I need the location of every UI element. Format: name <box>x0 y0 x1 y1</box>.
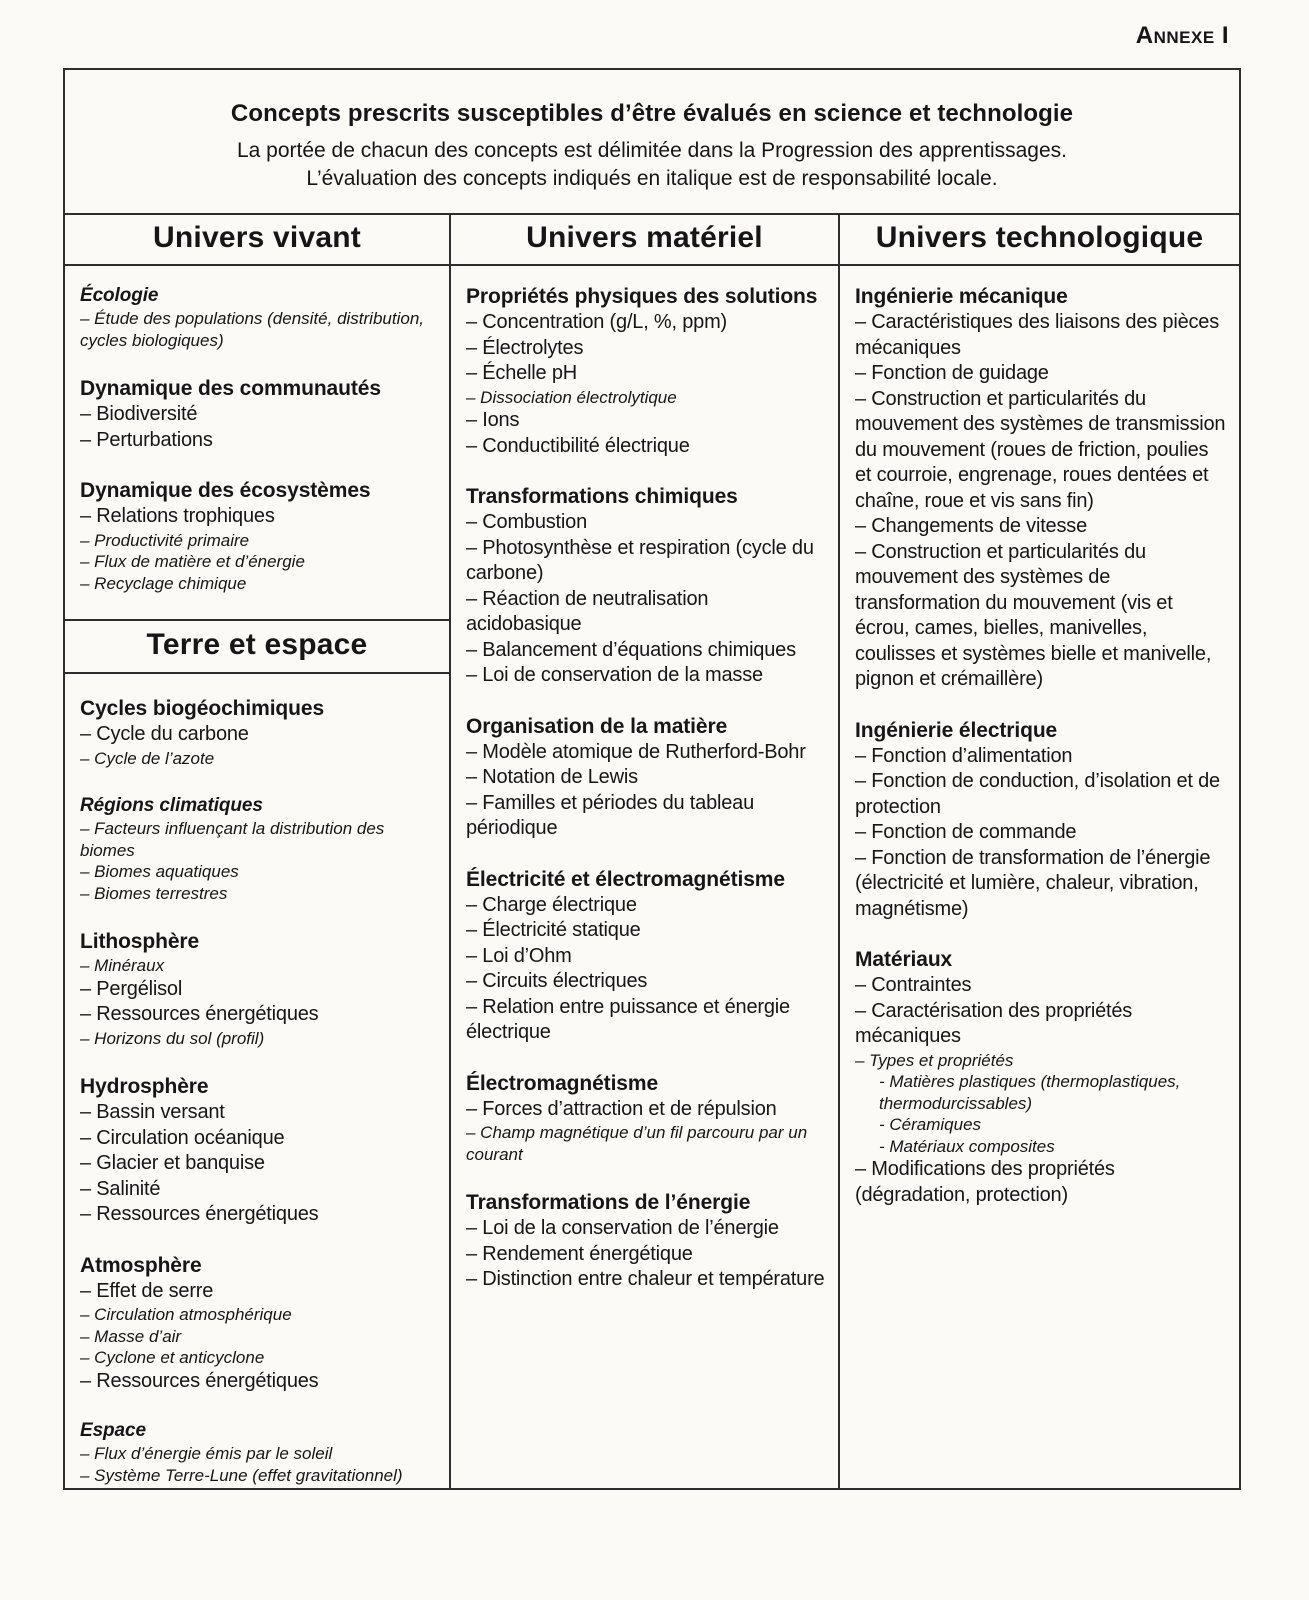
concept-item: – Champ magnétique d’un fil parcouru par un courant <box>466 1123 808 1164</box>
concept-item: – Flux de matière et d’énergie <box>80 552 305 571</box>
concept-item: – Cycle du carbone <box>80 723 249 745</box>
concept-item: – Loi d’Ohm <box>466 944 572 967</box>
concept-item: – Photosynthèse et respiration (cycle du carbone) <box>466 536 814 584</box>
concept-block <box>80 696 439 769</box>
concept-item: – Bassin versant <box>80 1101 225 1123</box>
concept-item: – Masse d’air <box>80 1326 182 1346</box>
concept-item: – Fonction de guidage <box>855 362 1049 384</box>
column-univers-technologique <box>838 215 1239 1488</box>
concept-item: – Ressources énergétiques <box>80 1203 319 1225</box>
concept-block <box>466 1190 828 1293</box>
concept-item: – Loi de conservation de la masse <box>466 664 763 686</box>
concept-block-heading: Dynamique des communautés <box>80 377 381 400</box>
concept-item: – Facteurs influençant la distribution des biomes <box>80 819 385 860</box>
concept-block-heading: Transformations de l’énergie <box>466 1191 751 1214</box>
concept-item: – Distinction entre chaleur et température <box>466 1268 825 1290</box>
concept-item: – Types et propriétés <box>855 1050 1014 1070</box>
column-univers-vivant <box>65 215 449 1488</box>
document-subtitle-2: L’évaluation des concepts indiqués en italique est de responsabilité locale. <box>306 167 998 190</box>
concept-block <box>80 1253 439 1395</box>
column-univers-materiel <box>449 215 838 1488</box>
concept-item: – Caractérisation des propriétés mécaniques <box>855 999 1133 1047</box>
concept-block-heading: Transformations chimiques <box>466 485 738 508</box>
concept-item: – Étude des populations (densité, distribution, cycles biologiques) <box>80 309 425 350</box>
concept-item: – Productivité primaire <box>80 530 250 550</box>
concept-item: – Fonction de transformation de l’énergie (électricité et lumière, chaleur, vibration, magnétisme) <box>855 846 1211 920</box>
column-body-univers-vivant <box>65 266 449 1488</box>
concept-item: – Circuits électriques <box>466 970 648 992</box>
concept-item: - Matériaux composites <box>879 1136 1055 1156</box>
concept-item: – Loi de la conservation de l’énergie <box>466 1217 779 1239</box>
concept-item: – Biomes terrestres <box>80 883 228 903</box>
concept-item: – Caractéristiques des liaisons des pièces mécaniques <box>855 311 1220 359</box>
document-subtitle-1: La portée de chacun des concepts est délimitée dans la Progression des apprentissages. <box>236 139 1067 162</box>
concept-block-heading: Matériaux <box>855 948 953 971</box>
concept-item: – Modèle atomique de Rutherford-Bohr <box>466 740 806 763</box>
concept-block-heading: Ingénierie mécanique <box>855 285 1068 308</box>
concept-block-heading: Lithosphère <box>80 930 200 953</box>
concept-block-heading: Atmosphère <box>80 1253 202 1277</box>
concept-item: – Fonction de conduction, d’isolation et de protection <box>855 770 1220 818</box>
concept-item: – Cyclone et anticyclone <box>80 1348 265 1367</box>
column-body-univers-materiel <box>451 266 838 1488</box>
concept-item: – Ressources énergétiques <box>80 1003 319 1025</box>
concept-item: – Pergélisol <box>80 977 183 1000</box>
concept-block <box>855 947 1229 1208</box>
concept-item: – Biodiversité <box>80 403 198 425</box>
concept-item: – Ions <box>466 409 520 431</box>
concept-item: – Circulation atmosphérique <box>80 1305 292 1324</box>
concept-block-heading: Électromagnétisme <box>466 1071 659 1095</box>
document-title: Concepts prescrits susceptibles d’être évalués en science et technologie <box>230 100 1074 127</box>
concept-item: – Familles et périodes du tableau périodique <box>466 791 755 839</box>
concept-block <box>466 1071 828 1166</box>
concept-item: – Salinité <box>80 1177 161 1200</box>
concept-block-heading: Écologie <box>80 285 159 306</box>
concept-block <box>80 284 439 351</box>
concept-item: – Cycle de l’azote <box>80 748 215 768</box>
concept-item: – Fonction d’alimentation <box>855 744 1073 767</box>
concept-item: – Échelle pH <box>466 362 577 384</box>
concept-item: - Matières plastiques (thermoplastiques, thermodurcissables) <box>879 1072 1181 1113</box>
concept-item: – Combustion <box>466 511 587 533</box>
concept-block-heading: Ingénierie électrique <box>855 718 1058 742</box>
concept-item: – Minéraux <box>80 956 165 975</box>
concept-item: – Fonction de commande <box>855 821 1077 843</box>
concept-item: – Recyclage chimique <box>80 573 247 593</box>
concept-item: – Contraintes <box>855 974 972 996</box>
concept-item: – Notation de Lewis <box>466 766 638 788</box>
concept-block <box>855 718 1229 923</box>
document-header <box>65 70 1239 213</box>
concept-item: – Flux d’énergie émis par le soleil <box>80 1444 333 1463</box>
concept-item: – Rendement énergétique <box>466 1242 693 1265</box>
concept-block <box>466 284 828 459</box>
column-header-univers-materiel: Univers matériel <box>451 215 838 266</box>
concept-block-heading: Espace <box>80 1420 146 1441</box>
concept-block-heading: Propriétés physiques des solutions <box>466 285 818 308</box>
concept-item: – Relations trophiques <box>80 505 275 527</box>
column-body-univers-technologique <box>840 266 1239 1488</box>
concept-item: – Glacier et banquise <box>80 1152 265 1174</box>
concept-item: – Changements de vitesse <box>855 515 1088 537</box>
concept-item: – Construction et particularités du mouvement des systèmes de transformation du mouvement (vis et écrou, cames, bielles, manivelles, coulisses et systèmes bielle et manivelle, pignon et crémaillère) <box>855 540 1212 690</box>
concept-item: – Forces d’attraction et de répulsion <box>466 1097 777 1120</box>
concept-item: – Électrolytes <box>466 336 584 359</box>
concept-block <box>466 484 828 689</box>
concept-block-heading: Dynamique des écosystèmes <box>80 479 371 502</box>
concept-block <box>80 929 439 1049</box>
concept-item: – Effet de serre <box>80 1279 214 1302</box>
concept-block-heading: Électricité et électromagnétisme <box>466 867 785 891</box>
concept-item: – Perturbations <box>80 428 213 451</box>
concepts-table <box>65 213 1239 1488</box>
concept-item: – Conductibilité électrique <box>466 434 690 457</box>
concept-item: – Horizons du sol (profil) <box>80 1028 265 1048</box>
concept-item: – Réaction de neutralisation acidobasique <box>466 587 709 635</box>
concept-block-heading: Cycles biogéochimiques <box>80 697 325 720</box>
concept-block <box>80 1074 439 1228</box>
annexe-label: Annexe I <box>1135 22 1229 49</box>
concept-item: – Charge électrique <box>466 893 637 916</box>
concept-item: – Circulation océanique <box>80 1126 285 1149</box>
concept-item: – Modifications des propriétés (dégradation, protection) <box>855 1158 1115 1206</box>
concept-item: – Dissociation électrolytique <box>466 387 677 407</box>
concept-item: – Concentration (g/L, %, ppm) <box>466 311 727 333</box>
concept-block <box>80 376 439 453</box>
concept-block-heading: Régions climatiques <box>80 795 263 816</box>
concept-item: – Balancement d’équations chimiques <box>466 638 796 661</box>
section-header: Terre et espace <box>65 619 449 674</box>
column-header-univers-technologique: Univers technologique <box>840 215 1239 266</box>
concept-item: – Relation entre puissance et énergie électrique <box>466 995 790 1043</box>
concept-item: – Système Terre-Lune (effet gravitationnel) <box>80 1465 403 1485</box>
concept-block-heading: Hydrosphère <box>80 1075 209 1098</box>
concept-item: – Électricité statique <box>466 919 641 941</box>
concept-block <box>855 284 1229 693</box>
concept-item: – Biomes aquatiques <box>80 862 239 881</box>
concept-block <box>80 478 439 594</box>
concept-block <box>80 794 439 904</box>
document-frame <box>63 68 1241 1490</box>
concept-block <box>466 867 828 1046</box>
concept-block-heading: Organisation de la matière <box>466 714 728 738</box>
concept-item: – Ressources énergétiques <box>80 1369 319 1392</box>
concept-item: – Construction et particularités du mouvement des systèmes de transmission du mouvement (roues de friction, poulies et courroie, engrenage, roues dentées et chaîne, roue et vis sans fin) <box>855 387 1226 512</box>
column-header-univers-vivant: Univers vivant <box>65 215 449 266</box>
concept-item: - Céramiques <box>879 1115 982 1134</box>
concept-block <box>80 1419 439 1486</box>
concept-block <box>466 714 828 842</box>
